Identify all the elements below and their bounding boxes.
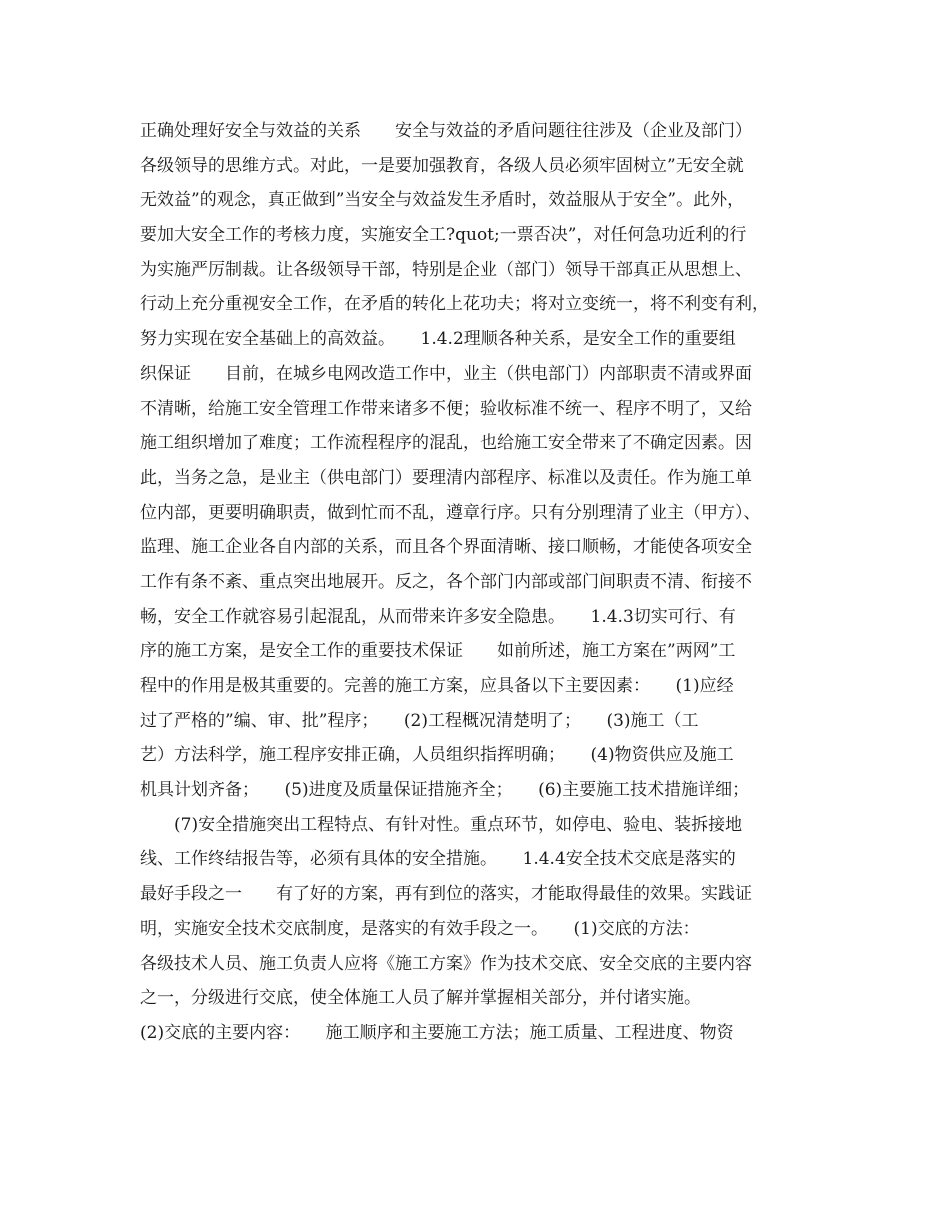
text-line: 最好手段之一 有了好的方案，再有到位的落实，才能取得最佳的效果。实践证 (140, 884, 752, 905)
text-line: 努力实现在安全基础上的高效益。 1.4.2理顺各种关系，是安全工作的重要组 (140, 329, 736, 350)
text-line: 监理、施工企业各自内部的关系，而且各个界面清晰、接口顺畅，才能使各项安全 (140, 537, 752, 558)
text-line: 工作有条不紊、重点突出地展开。反之，各个部门内部或部门间职责不清、衔接不 (140, 571, 752, 592)
text-line: 之一，分级进行交底，使全体施工人员了解并掌握相关部分，并付诸实施。 (140, 988, 701, 1009)
text-line: 艺）方法科学，施工程序安排正确，人员组织指挥明确； (4)物资供应及施工 (140, 745, 734, 766)
text-line: 为实施严厉制裁。让各级领导干部，特别是企业（部门）领导干部真正从思想上、 (140, 259, 752, 280)
text-line: 要加大安全工作的考核力度，实施安全工?quot;一票否决”，对任何急功近利的行 (140, 225, 747, 246)
text-line: 行动上充分重视安全工作，在矛盾的转化上花功夫；将对立变统一，将不利变有利， (140, 294, 769, 315)
text-line: 机具计划齐备； (5)进度及质量保证措施齐全； (6)主要施工技术措施详细； (140, 780, 750, 801)
text-line: 序的施工方案，是安全工作的重要技术保证 如前所述，施工方案在”两网”工 (140, 641, 736, 662)
text-line: 各级领导的思维方式。对此，一是要加强教育，各级人员必须牢固树立”无安全就 (140, 155, 744, 176)
text-line: 过了严格的”编、审、批”程序； (2)工程概况清楚明了； (3)施工（工 (140, 710, 699, 731)
body-text (140, 114, 830, 1051)
text-line: 明，实施安全技术交底制度，是落实的有效手段之一。 (1)交底的方法： (140, 918, 700, 939)
text-line: 织保证 目前，在城乡电网改造工作中，业主（供电部门）内部职责不清或界面 (140, 363, 752, 384)
text-line: 此，当务之急，是业主（供电部门）要理清内部程序、标准以及责任。作为施工单 (140, 467, 752, 488)
text-line: 各级技术人员、施工负责人应将《施工方案》作为技术交底、安全交底的主要内容 (140, 953, 752, 974)
text-line: 畅，安全工作就容易引起混乱，从而带来许多安全隐患。 1.4.3切实可行、有 (140, 606, 736, 627)
text-line: (7)安全措施突出工程特点、有针对性。重点环节，如停电、验电、装拆接地 (140, 814, 743, 835)
text-line: 施工组织增加了难度；工作流程程序的混乱，也给施工安全带来了不确定因素。因 (140, 433, 752, 454)
text-line: 线、工作终结报告等，必须有具体的安全措施。 1.4.4安全技术交底是落实的 (140, 849, 736, 870)
text-line: 不清晰，给施工安全管理工作带来诸多不便；验收标准不统一、程序不明了，又给 (140, 398, 752, 419)
text-line: 位内部，更要明确职责，做到忙而不乱，遵章行序。只有分别理清了业主（甲方）、 (140, 502, 761, 523)
text-line: 正确处理好安全与效益的关系 安全与效益的矛盾问题往往涉及（企业及部门） (140, 121, 752, 141)
text-line: 程中的作用是极其重要的。完善的施工方案，应具备以下主要因素： (1)应经 (140, 676, 734, 696)
text-line: 无效益”的观念，真正做到”当安全与效益发生矛盾时，效益服从于安全”。此外， (140, 190, 745, 211)
text-line: (2)交底的主要内容： 施工顺序和主要施工方法；施工质量、工程进度、物资 (140, 1022, 734, 1043)
